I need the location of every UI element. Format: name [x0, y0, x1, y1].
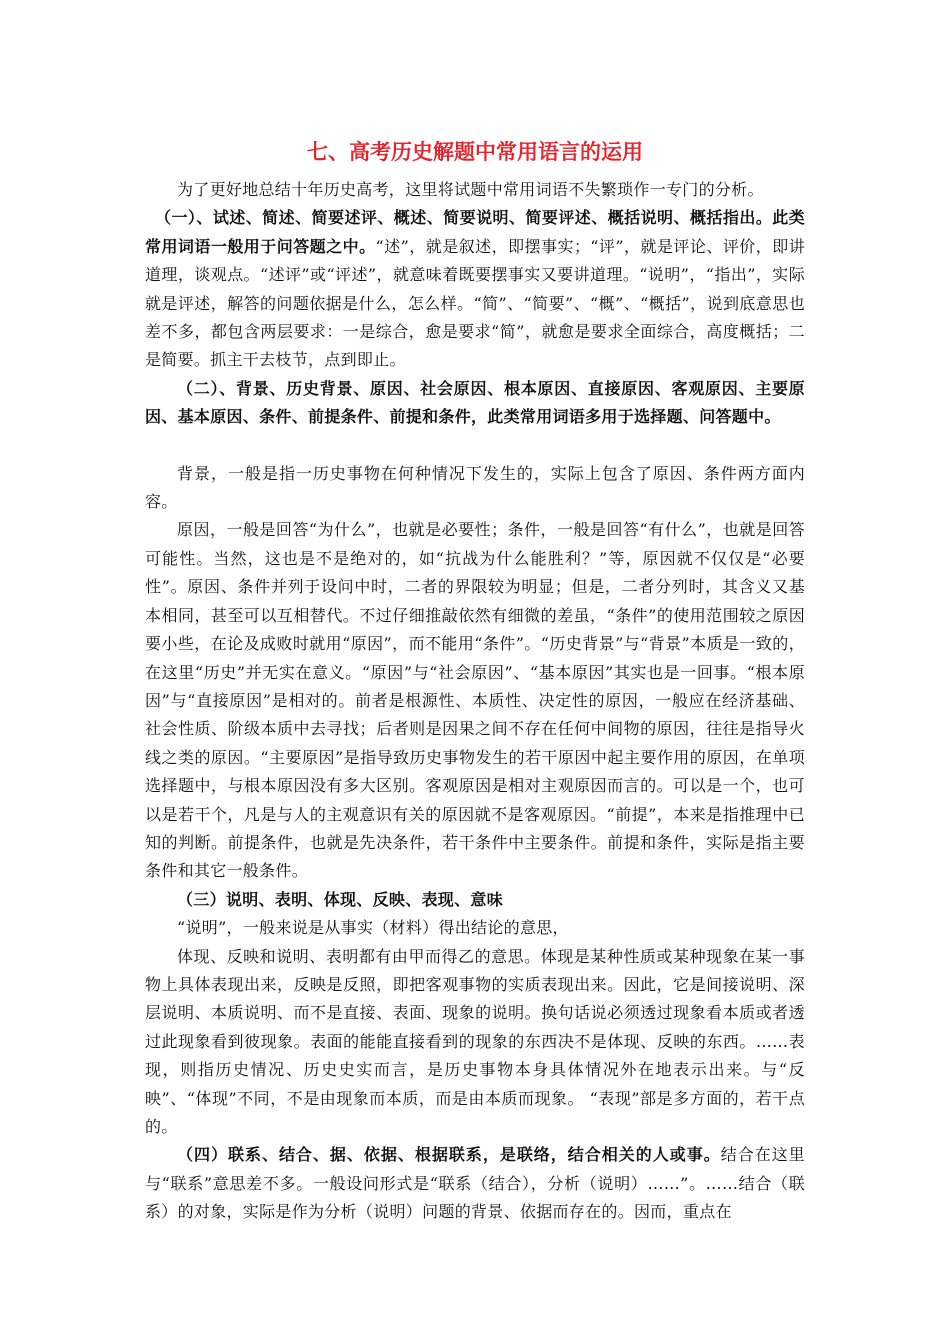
section-4-paragraph	[145, 1141, 805, 1226]
section-1-body: “述”，就是叙述，即摆事实；“评”，就是评论、评价，即讲道理，谈观点。“述评”或“评述”，就意味着既要摆事实又要讲道理。“说明”，“指出”，实际就是评述，解答的问题依据是什么，怎么样。“简”、“简要”、“概”、“概括”，说到底意思也差不多，都包含两层要求：一是综合，愈是要求“简”，就愈是要求全面综合，高度概括；二是简要。抓主干去枝节，点到即止。	[145, 236, 806, 370]
section-4-heading: （四）联系、结合、据、依据、根据联系，是联络，结合相关的人或事。	[177, 1145, 721, 1165]
section-3-paragraph-shuoming: “说明”，一般来说是从事实（材料）得出结论的意思，	[177, 918, 569, 938]
section-2-heading: （二）、背景、历史背景、原因、社会原因、根本原因、直接原因、客观原因、主要原因、基本原因、条件、前提条件、前提和条件，此类常用词语多用于选择题、问答题中。	[145, 378, 805, 427]
document-title: 七、高考历史解题中常用语言的运用	[307, 140, 643, 164]
section-3-heading: （三）说明、表明、体现、反映、表现、意味	[177, 889, 504, 909]
intro-paragraph: 为了更好地总结十年历史高考，这里将试题中常用词语不失繁琐作一专门的分析。	[177, 180, 764, 199]
section-4-body: 结合在这里与“联系”意思差不多。一般设问形式是“联系（结合），分析（说明）……”。……结合（联系）的对象，实际是作为分析（说明）问题的背景、依据而存在的。因而，重点在	[145, 1145, 805, 1222]
section-2-paragraph-background: 背景，一般是指一历史事物在何种情况下发生的，实际上包含了原因、条件两方面内容。	[145, 463, 805, 512]
blank-line	[145, 432, 805, 460]
section-1-paragraph	[145, 204, 805, 374]
section-1-heading: （一）、试述、简述、简要述评、概述、简要说明、简要评述、概括说明、概括指出。此类常用词语一般用于问答题之中。	[145, 208, 805, 256]
section-2-paragraph-causes: 原因，一般是回答“为什么”，也就是必要性；条件，一般是回答“有什么”，也就是回答可能性。当然，这也是不是绝对的，如“抗战为什么能胜利？”等，原因就不仅仅是“必要性”。原因、条件并列于设问中时，二者的界限较为明显；但是，二者分列时，其含义又基本相同，甚至可以互相替代。不过仔细推敲依然有细微的差虽，“条件”的使用范围较之原因要小些，在论及成败时就用“原因”，而不能用“条件”。“历史背景”与“背景”本质是一致的，在这里“历史”并无实在意义。“原因”与“社会原因”、“基本原因”其实也是一回事。“根本原因”与“直接原因”是相对的。前者是根源性、本质性、决定性的原因，一般应在经济基础、社会性质、阶级本质中去寻找；后者则是因果之间不存在任何中间物的原因，往往是指导火线之类的原因。“主要原因”是指导致历史事物发生的若干原因中起主要作用的原因，在单项选择题中，与根本原因没有多大区别。客观原因是相对主观原因而言的。可以是一个，也可以是若干个，凡是与人的主观意识有关的原因就不是客观原因。“前提”，本来是指推理中已知的判断。前提条件，也就是先决条件，若干条件中主要条件。前提和条件，实际是指主要条件和其它一般条件。	[145, 520, 805, 881]
section-3-paragraph-tixian: 体现、反映和说明、表明都有由甲而得乙的意思。体现是某种性质或某种现象在某一事物上具体表现出来，反映是反照，即把客观事物的实质表现出来。因此，它是间接说明、深层说明、本质说明、而不是直接、表面、现象的说明。换句话说必须透过现象看本质或者透过此现象看到彼现象。表面的能能直接看到的现象的东西决不是体现、反映的东西。……表现，则指历史情况、历史史实而言，是历史事物本身具体情况外在地表示出来。与“反映”、“体现”不同，不是由现象而本质，而是由本质而现象。 “表现”部是多方面的，若干点的。	[145, 946, 805, 1136]
